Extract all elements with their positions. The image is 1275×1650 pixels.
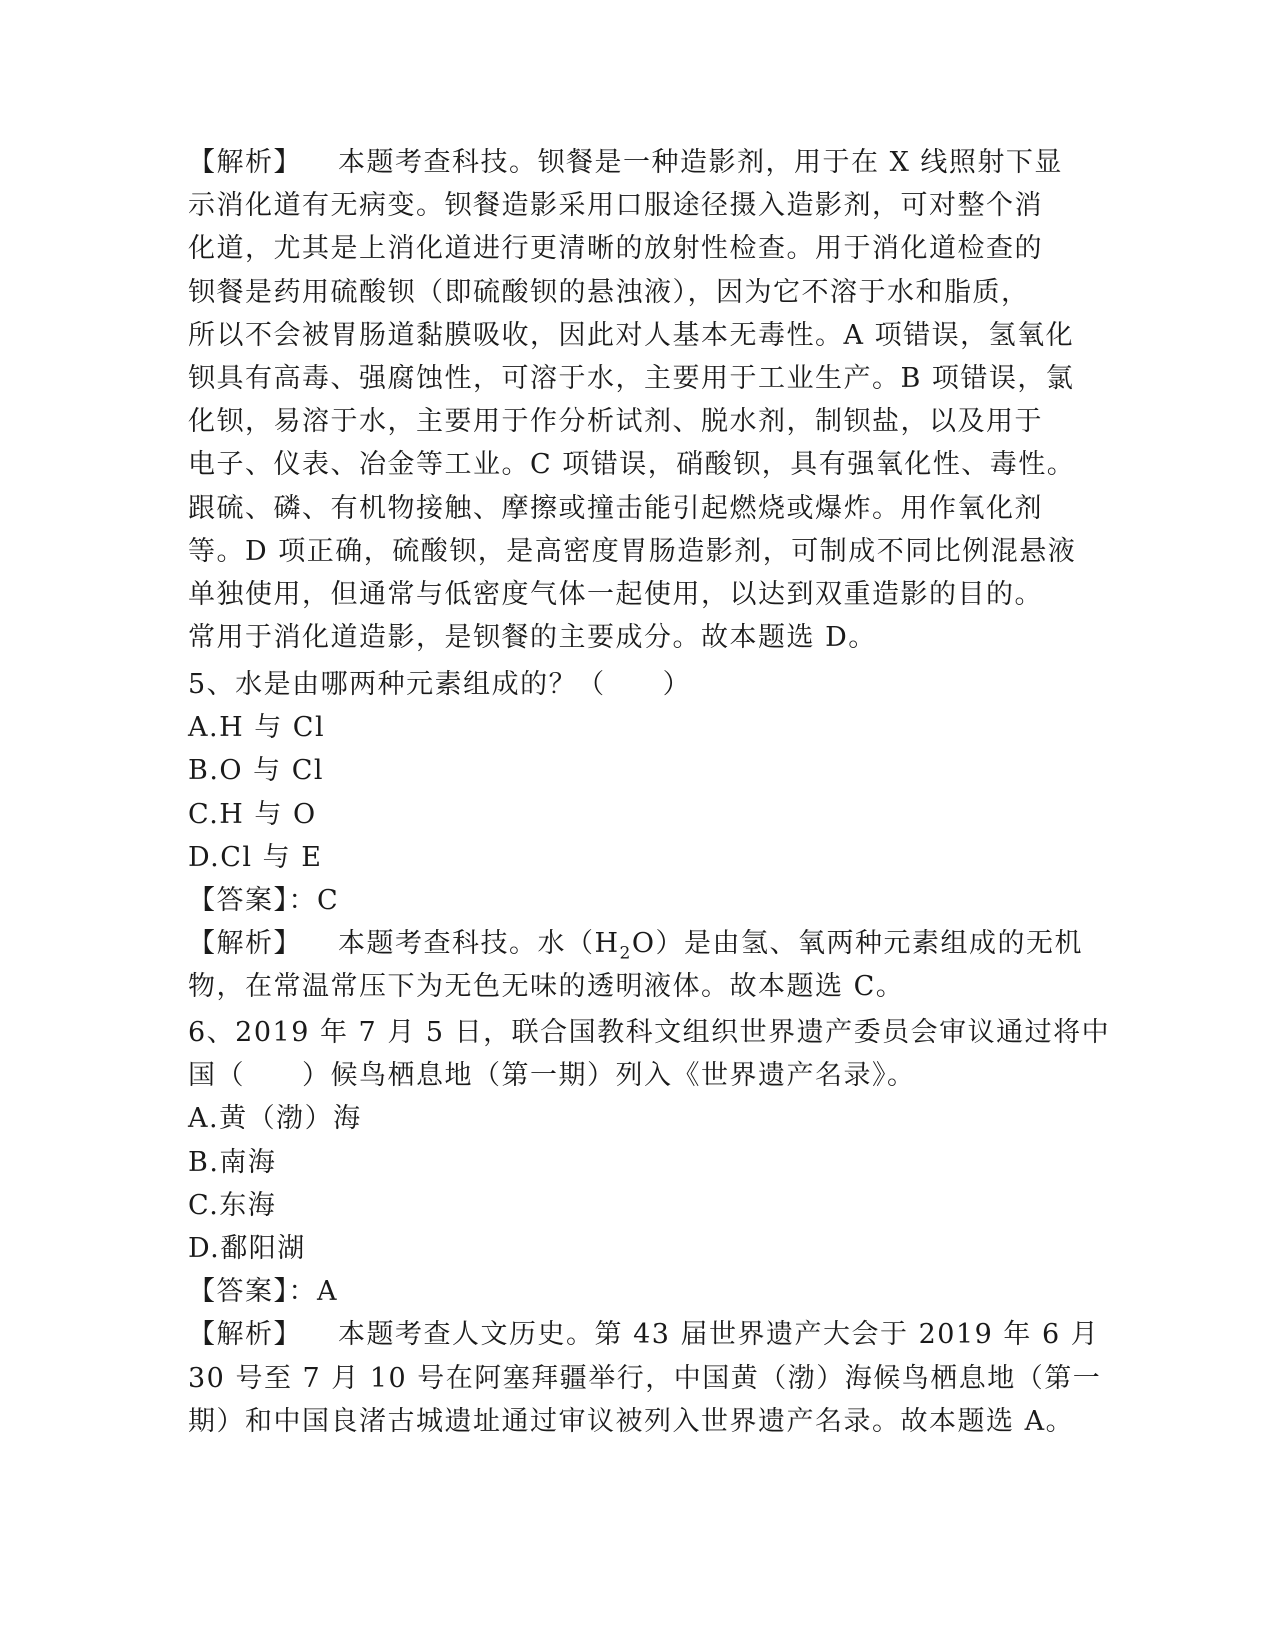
q6-analysis-line: 期）和中国良渚古城遗址通过审议被列入世界遗产名录。故本题选 A。 — [188, 1405, 1075, 1437]
q4-analysis-line: 常用于消化道造影，是钡餐的主要成分。故本题选 D。 — [188, 622, 877, 654]
q6-answer — [188, 1270, 1088, 1313]
q4-analysis-line: 钡餐是药用硫酸钡（即硫酸钡的悬浊液），因为它不溶于水和脂质， — [188, 276, 1030, 308]
answer-label: 【答案】： — [188, 1276, 317, 1308]
q5-option-c: C.H 与 O — [188, 798, 317, 830]
analysis-text: O）是由氢、氧两种元素组成的无机 — [631, 928, 1084, 960]
q4-analysis-line: 化道，尤其是上消化道进行更清晰的放射性检查。用于消化道检查的 — [188, 233, 1043, 265]
q6-block — [188, 1011, 1111, 1443]
q6-option-c: C.东海 — [188, 1189, 277, 1221]
q4-analysis-line: 示消化道有无病变。钡餐造影采用口服途径摄入造影剂，可对整个消 — [188, 190, 1043, 222]
q6-option-a: A.黄（渤）海 — [188, 1103, 362, 1135]
subscript: 2 — [619, 943, 632, 964]
q6-analysis-line: 30 号至 7 月 10 号在阿塞拜疆举行，中国黄（渤）海候鸟栖息地（第一 — [188, 1362, 1102, 1394]
analysis-label: 【解析】 — [188, 147, 302, 178]
q5-analysis-line: 物，在常温常压下为无色无味的透明液体。故本题选 C。 — [188, 971, 905, 1003]
q5-analysis-line — [188, 922, 1088, 965]
q4-analysis-line: 化钡，易溶于水，主要用于作分析试剂、脱水剂，制钡盐，以及用于 — [188, 406, 1043, 438]
q6-analysis-line — [188, 1313, 1100, 1356]
analysis-text: 本题考查科技。水（H — [338, 928, 620, 960]
analysis-text: 本题考查人文历史。第 43 届世界遗产大会于 2019 年 6 月 — [338, 1319, 1100, 1351]
q6-option-b: B.南海 — [188, 1146, 277, 1178]
q4-analysis-line — [188, 141, 1088, 184]
q5-answer — [188, 879, 1088, 922]
q4-analysis-line: 跟硫、磷、有机物接触、摩擦或撞击能引起燃烧或爆炸。用作氧化剂 — [188, 492, 1043, 524]
q4-analysis-line: 钡具有高毒、强腐蚀性，可溶于水，主要用于工业生产。B 项错误，氯 — [188, 362, 1075, 394]
q4-analysis — [188, 141, 1088, 659]
q5-option-b: B.O 与 Cl — [188, 755, 325, 787]
q5-question: 5、水是由哪两种元素组成的？（ ） — [188, 669, 692, 700]
answer-value: C — [317, 884, 340, 916]
analysis-text: 本题考查科技。钡餐是一种造影剂，用于在 X 线照射下显 — [338, 147, 1063, 178]
q4-analysis-line: 电子、仪表、冶金等工业。C 项错误，硝酸钡，具有强氧化性、毒性。 — [188, 449, 1076, 481]
q6-option-d: D.鄱阳湖 — [188, 1232, 306, 1264]
answer-value: A — [317, 1276, 338, 1308]
q6-question: 国（ ）候鸟栖息地（第一期）列入《世界遗产名录》。 — [188, 1060, 916, 1092]
q4-analysis-line: 单独使用，但通常与低密度气体一起使用，以达到双重造影的目的。 — [188, 578, 1043, 610]
q6-question: 6、2019 年 7 月 5 日，联合国教科文组织世界遗产委员会审议通过将中 — [188, 1017, 1111, 1048]
q5-option-a: A.H 与 Cl — [188, 712, 326, 744]
analysis-label: 【解析】 — [188, 928, 302, 960]
q5-block — [188, 663, 1088, 1009]
q4-analysis-line: 等。D 项正确，硫酸钡，是高密度胃肠造影剂，可制成不同比例混悬液 — [188, 535, 1077, 567]
analysis-label: 【解析】 — [188, 1319, 302, 1351]
q4-analysis-line: 所以不会被胃肠道黏膜吸收，因此对人基本无毒性。A 项错误，氢氧化 — [188, 319, 1075, 351]
q5-option-d: D.Cl 与 E — [188, 841, 323, 873]
answer-label: 【答案】： — [188, 884, 317, 916]
